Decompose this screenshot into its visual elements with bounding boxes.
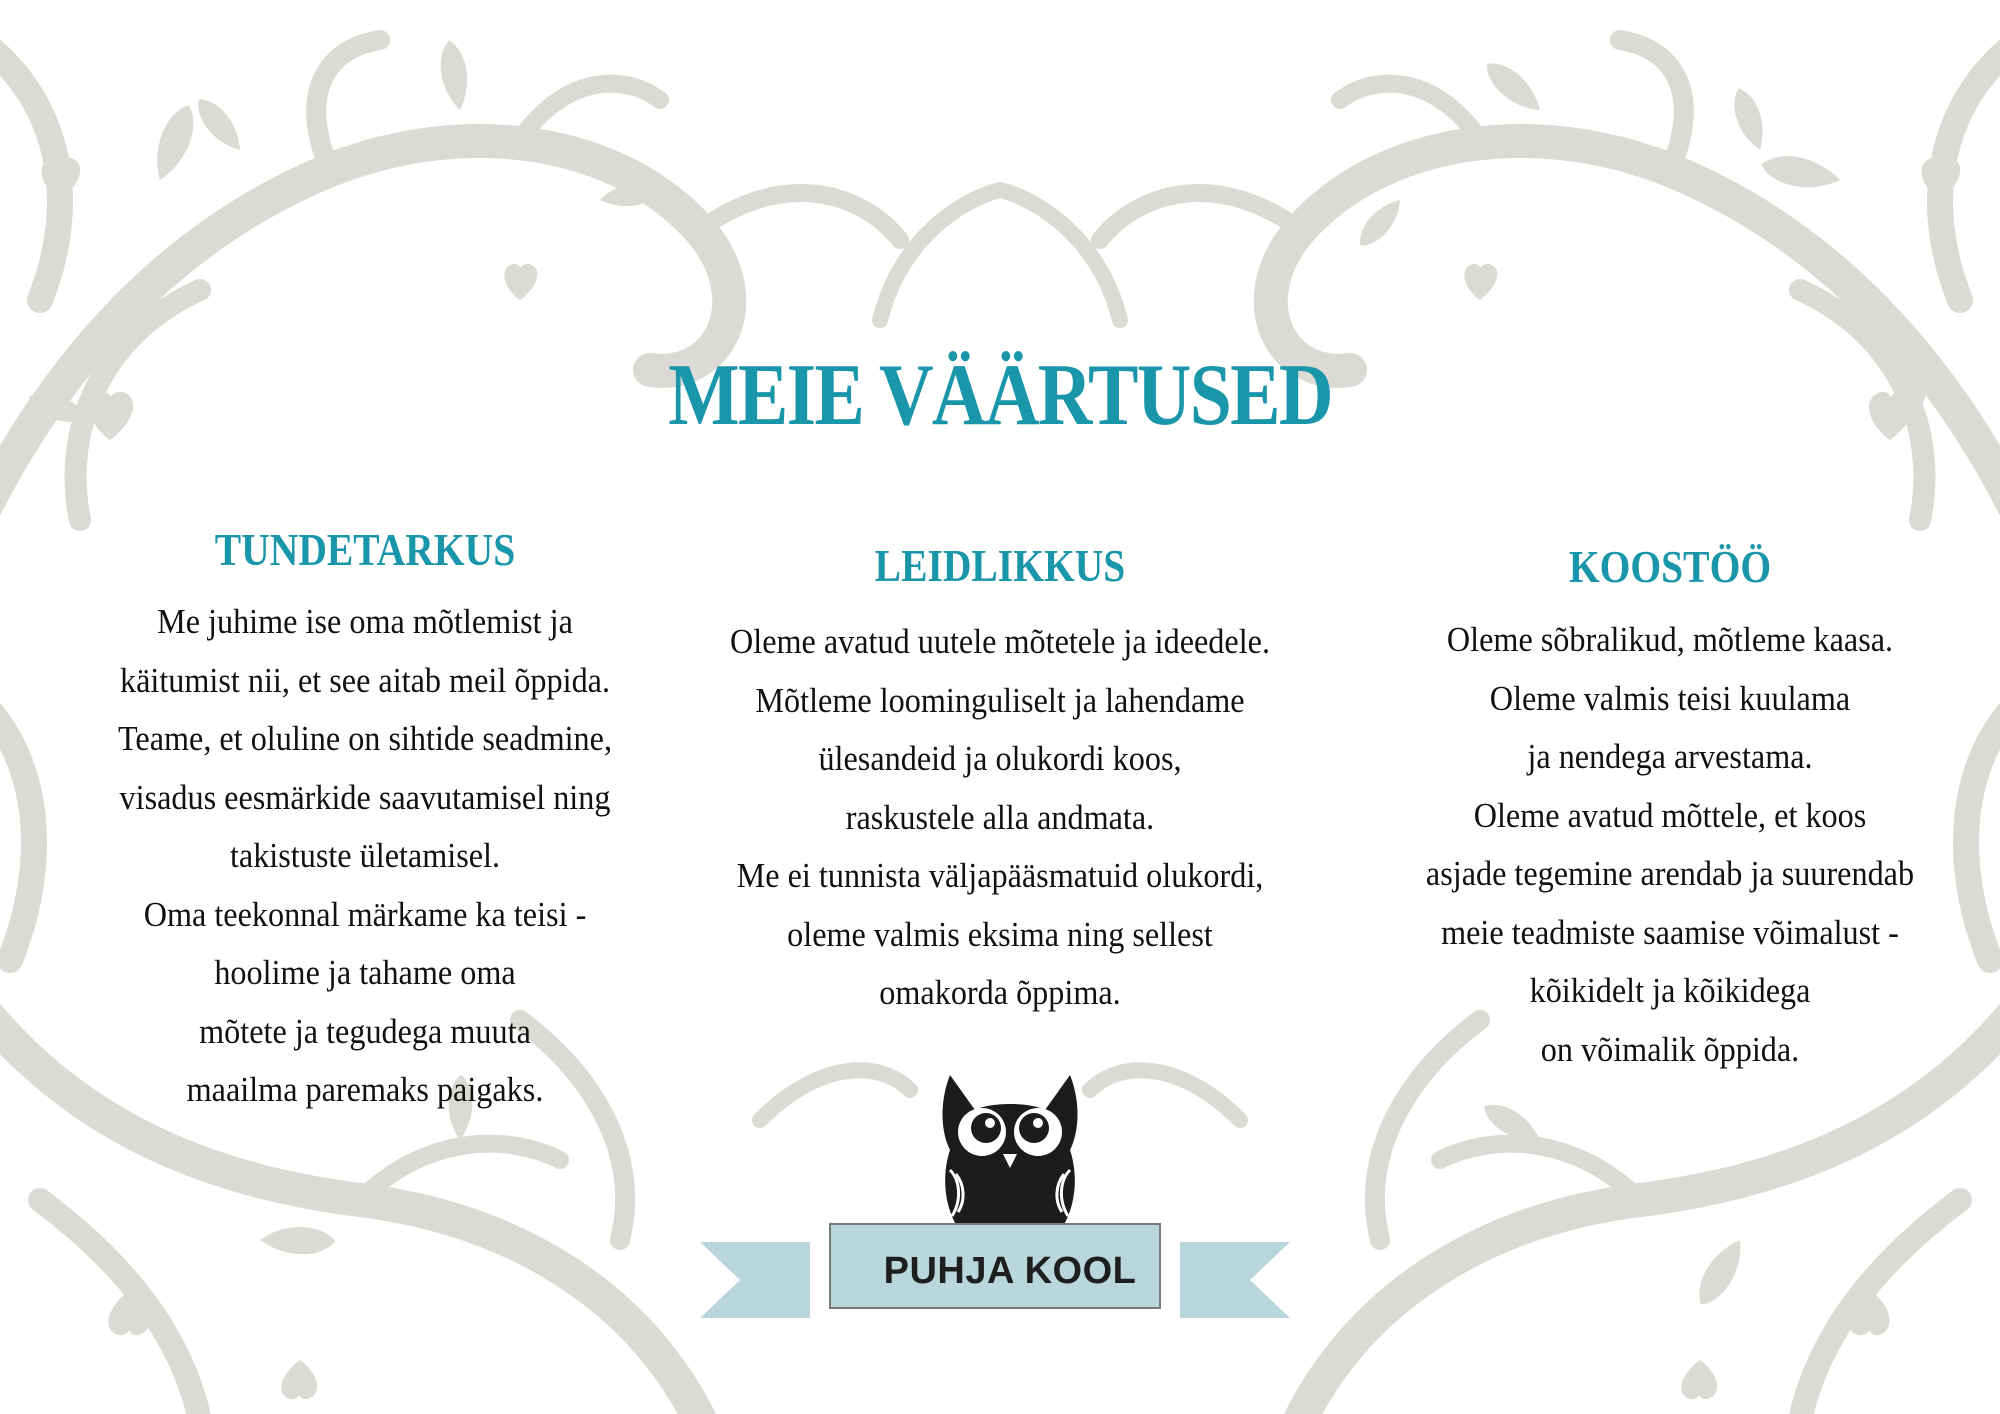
value-line: Teame, et oluline on sihtide seadmine, [117, 719, 613, 758]
value-line: oleme valmis eksima ning sellest [787, 914, 1213, 954]
value-line: Oleme avatud mõttele, et koos [1473, 795, 1867, 835]
value-column-tundetarkus [45, 524, 685, 1120]
value-column-koostoo [1350, 541, 1990, 1079]
value-line: Me juhime ise oma mõtlemist ja [157, 602, 573, 641]
value-column-leidlikkus [680, 540, 1320, 1023]
value-line: käitumist nii, et see aitab meil õppida. [119, 660, 611, 700]
value-line: Oleme sõbralikud, mõtleme kaasa. [1446, 620, 1894, 659]
value-line: mõtete ja tegudega muuta [199, 1011, 531, 1051]
value-line: omakorda õppima. [879, 973, 1121, 1012]
value-line: ja nendega arvestama. [1527, 737, 1813, 776]
value-line: Me ei tunnista väljapääsmatuid olukordi, [736, 856, 1264, 895]
school-name: PUHJA KOOL [883, 1250, 1137, 1292]
page-title: MEIE VÄÄRTUSED [668, 347, 1332, 444]
value-line: asjade tegemine arendab ja suurendab [1425, 854, 1915, 893]
value-heading: KOOSTÖÖ [1568, 541, 1772, 592]
value-line: Oma teekonnal märkame ka teisi - [143, 894, 587, 934]
value-line: visadus eesmärkide saavutamisel ning [119, 777, 611, 817]
value-line: on võimalik õppida. [1540, 1029, 1800, 1069]
value-line: hoolime ja tahame oma [214, 953, 516, 992]
value-line: Mõtleme loominguliselt ja lahendame [755, 680, 1245, 720]
value-line: Oleme valmis teisi kuulama [1489, 678, 1851, 718]
value-text [71, 593, 660, 1120]
value-line: takistuste ületamisel. [229, 836, 501, 875]
value-text [1376, 611, 1965, 1079]
value-line: kõikidelt ja kõikidega [1529, 971, 1811, 1010]
value-text [706, 613, 1295, 1023]
value-line: raskustele alla andmata. [845, 797, 1155, 837]
value-heading: TUNDETARKUS [214, 524, 516, 575]
value-line: ülesandeid ja olukordi koos, [818, 739, 1182, 778]
value-line: maailma paremaks paigaks. [186, 1070, 544, 1109]
value-heading: LEIDLIKKUS [874, 540, 1126, 591]
value-line: Oleme avatud uutele mõtetele ja ideedele. [729, 622, 1270, 661]
value-line: meie teadmiste saamise võimalust - [1441, 912, 1899, 952]
